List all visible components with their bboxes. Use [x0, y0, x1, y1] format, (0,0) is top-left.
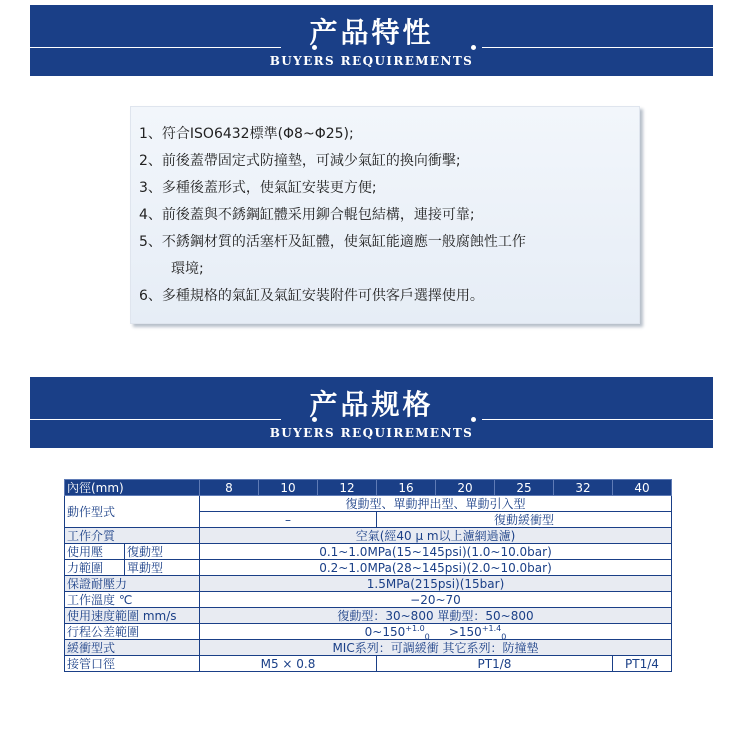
stroke-value-b: >150 — [448, 624, 482, 639]
action-dash: – — [200, 512, 377, 528]
double-action-pressure: 0.1~1.0MPa(15~145psi)(1.0~10.0bar) — [200, 544, 672, 560]
spec-title: 产品规格 — [309, 388, 434, 421]
action-all-value: 復動型、單動押出型、單動引入型 — [200, 496, 672, 512]
cushion-label: 緩衝型式 — [65, 640, 200, 656]
features-list — [131, 107, 639, 310]
table-row — [65, 592, 672, 608]
bore-value: 8 — [200, 480, 259, 496]
feature-item: 3、多種後蓋形式，使氣缸安裝更方便; — [139, 180, 377, 196]
pressure-label-b: 力範圍 — [65, 560, 125, 576]
spec-table — [64, 479, 672, 672]
bore-value: 12 — [318, 480, 377, 496]
bore-value: 32 — [554, 480, 613, 496]
feature-item: 2、前後蓋帶固定式防撞墊，可減少氣缸的換向衝擊; — [139, 153, 461, 169]
feature-item-continuation: 環境; — [171, 261, 204, 277]
table-row — [65, 640, 672, 656]
stroke-sup-b: +1.4 — [481, 623, 502, 633]
cushion-value: MIC系列：可調緩衝 其它系列：防撞墊 — [200, 640, 672, 656]
stroke-sub-b: 0 — [501, 631, 507, 640]
feature-item: 4、前後蓋與不銹鋼缸體采用鉚合輥包結構，連接可靠; — [139, 207, 475, 223]
feature-item: 1、符合ISO6432標準(Φ8~Φ25); — [139, 126, 354, 142]
table-row — [65, 608, 672, 624]
table-row — [65, 576, 672, 592]
stroke-tolerance-label: 行程公差範圍 — [65, 624, 200, 640]
spec-banner — [30, 377, 713, 448]
table-row — [65, 496, 672, 512]
port-label: 接管口徑 — [65, 656, 200, 672]
features-subtitle: BUYERS REQUIREMENTS — [269, 54, 474, 68]
temperature-value: −20~70 — [200, 592, 672, 608]
features-box — [130, 106, 640, 324]
action-cushion-value: 復動緩衝型 — [377, 512, 672, 528]
port-value-small: M5 × 0.8 — [200, 656, 377, 672]
bore-label: 內徑(mm) — [65, 480, 200, 496]
table-row — [65, 544, 672, 560]
feature-item: 6、多種規格的氣缸及氣缸安裝附件可供客戶選擇使用。 — [139, 288, 484, 304]
stroke-sup-a: +1.0 — [405, 623, 425, 633]
banner-right-dot — [471, 45, 476, 50]
banner-right-line — [482, 47, 713, 48]
bore-value: 10 — [259, 480, 318, 496]
banner-right-line — [482, 419, 713, 420]
table-row — [65, 480, 672, 496]
bore-value: 25 — [495, 480, 554, 496]
features-banner — [30, 5, 713, 76]
port-value-large: PT1/4 — [613, 656, 672, 672]
action-label: 動作型式 — [65, 496, 200, 528]
bore-value: 16 — [377, 480, 436, 496]
bore-value: 20 — [436, 480, 495, 496]
proof-pressure-value: 1.5MPa(215psi)(15bar) — [200, 576, 672, 592]
medium-value: 空氣(經40 μ m以上濾網過濾) — [200, 528, 672, 544]
table-row — [65, 656, 672, 672]
port-value-mid: PT1/8 — [377, 656, 613, 672]
features-title: 产品特性 — [309, 16, 434, 49]
speed-label: 使用速度範圍 mm/s — [65, 608, 200, 624]
feature-item: 5、不銹鋼材質的活塞杆及缸體，使氣缸能適應一般腐蝕性工作 — [139, 234, 526, 250]
stroke-tolerance-value — [200, 624, 672, 640]
single-action-label: 單動型 — [125, 560, 200, 576]
single-action-pressure: 0.2~1.0MPa(28~145psi)(2.0~10.0bar) — [200, 560, 672, 576]
medium-label: 工作介質 — [65, 528, 200, 544]
stroke-value-a: 0~150 — [364, 624, 406, 639]
temperature-label: 工作溫度 ℃ — [65, 592, 200, 608]
speed-value: 復動型：30~800 單動型：50~800 — [200, 608, 672, 624]
double-action-label: 復動型 — [125, 544, 200, 560]
table-row — [65, 624, 672, 640]
table-row — [65, 560, 672, 576]
pressure-label-a: 使用壓 — [65, 544, 125, 560]
stroke-sub-a: 0 — [424, 631, 430, 640]
table-row — [65, 528, 672, 544]
banner-right-dot — [471, 417, 476, 422]
spec-subtitle: BUYERS REQUIREMENTS — [269, 426, 474, 440]
bore-value: 40 — [613, 480, 672, 496]
proof-pressure-label: 保證耐壓力 — [65, 576, 200, 592]
